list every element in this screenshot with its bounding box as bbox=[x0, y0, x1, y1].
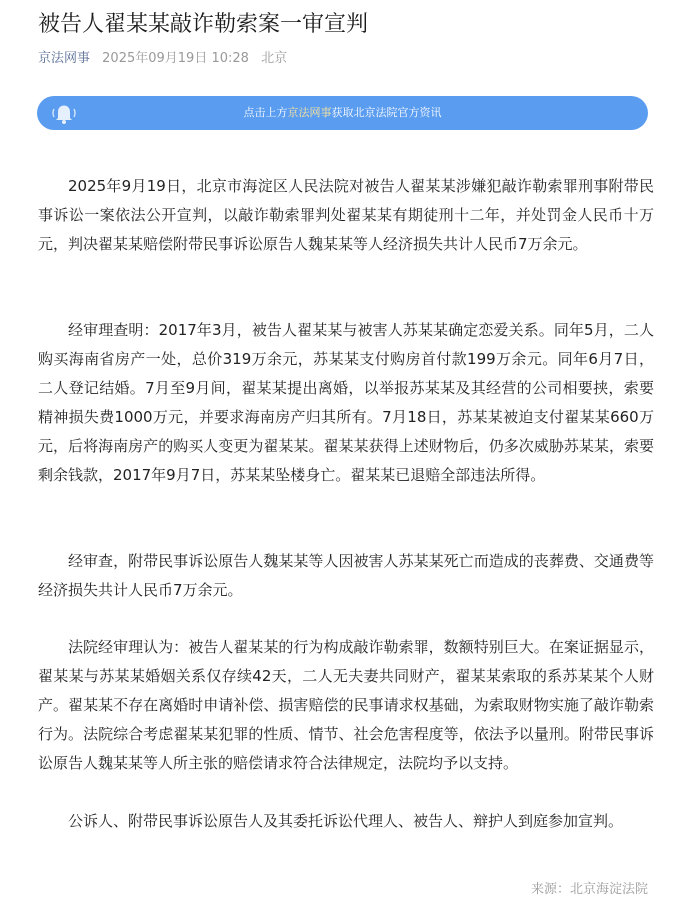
publish-date: 2025年09月19日 10:28 bbox=[102, 51, 249, 66]
banner-text[interactable] bbox=[37, 96, 648, 130]
paragraph-facts: 经审理查明：2017年3月，被告人翟某某与被害人苏某某确定恋爱关系。同年5月，二人购买海南省房产一处，总价319万余元，苏某某支付购房首付款199万余元。同年6月7日，二人登记结婚。7月至9月间，翟某某提出离婚，以举报苏某某及其经营的公司相要挟，索要精神损失费1000万元，并要求海南房产归其所有。7月18日，苏某某被迫支付翟某某660万元，后将海南房产的购买人变更为翟某某。翟某某获得上述财物后，仍多次威胁苏某某，索要剩余钱款，2017年9月7日，苏某某坠楼身亡。翟某某已退赔全部违法所得。 bbox=[38, 321, 654, 484]
banner-suffix: 获取北京法院官方资讯 bbox=[331, 106, 442, 119]
paragraph-verdict: 2025年9月19日，北京市海淀区人民法院对被告人翟某某涉嫌犯敲诈勒索罪刑事附带民事诉讼一案依法公开宣判，以敲诈勒索罪判处翟某某有期徒刑十二年，并处罚金人民币十万元，判决翟某某赔偿附带民事诉讼原告人魏某某等人经济损失共计人民币7万余元。 bbox=[38, 177, 654, 253]
article-source: 来源：北京海淀法院 bbox=[530, 882, 648, 897]
account-name-link[interactable]: 京法网事 bbox=[38, 51, 91, 66]
follow-banner[interactable] bbox=[37, 96, 648, 130]
article-meta bbox=[38, 49, 287, 69]
publish-location: 北京 bbox=[261, 51, 288, 66]
paragraph-court-reasoning: 法院经审理认为：被告人翟某某的行为构成敲诈勒索罪，数额特别巨大。在案证据显示，翟某某与苏某某婚姻关系仅存续42天，二人无夫妻共同财产，翟某某索取的系苏某某个人财产。翟某某不存在离婚时申请补偿、损害赔偿的民事请求权基础，为索取财物实施了敲诈勒索行为。法院综合考虑翟某某犯罪的性质、情节、社会危害程度等，依法予以量刑。附带民事诉讼原告人魏某某等人所主张的赔偿请求符合法律规定，法院均予以支持。 bbox=[38, 638, 654, 772]
paragraph-civil-losses: 经审查，附带民事诉讼原告人魏某某等人因被害人苏某某死亡而造成的丧葬费、交通费等经济损失共计人民币7万余元。 bbox=[38, 552, 654, 599]
banner-prefix: 点击上方 bbox=[243, 106, 288, 119]
article-title: 被告人翟某某敲诈勒索案一审宣判 bbox=[38, 12, 369, 37]
banner-account[interactable]: 京法网事 bbox=[287, 106, 332, 119]
paragraph-attendance: 公诉人、附带民事诉讼原告人及其委托诉讼代理人、被告人、辩护人到庭参加宣判。 bbox=[68, 812, 624, 830]
